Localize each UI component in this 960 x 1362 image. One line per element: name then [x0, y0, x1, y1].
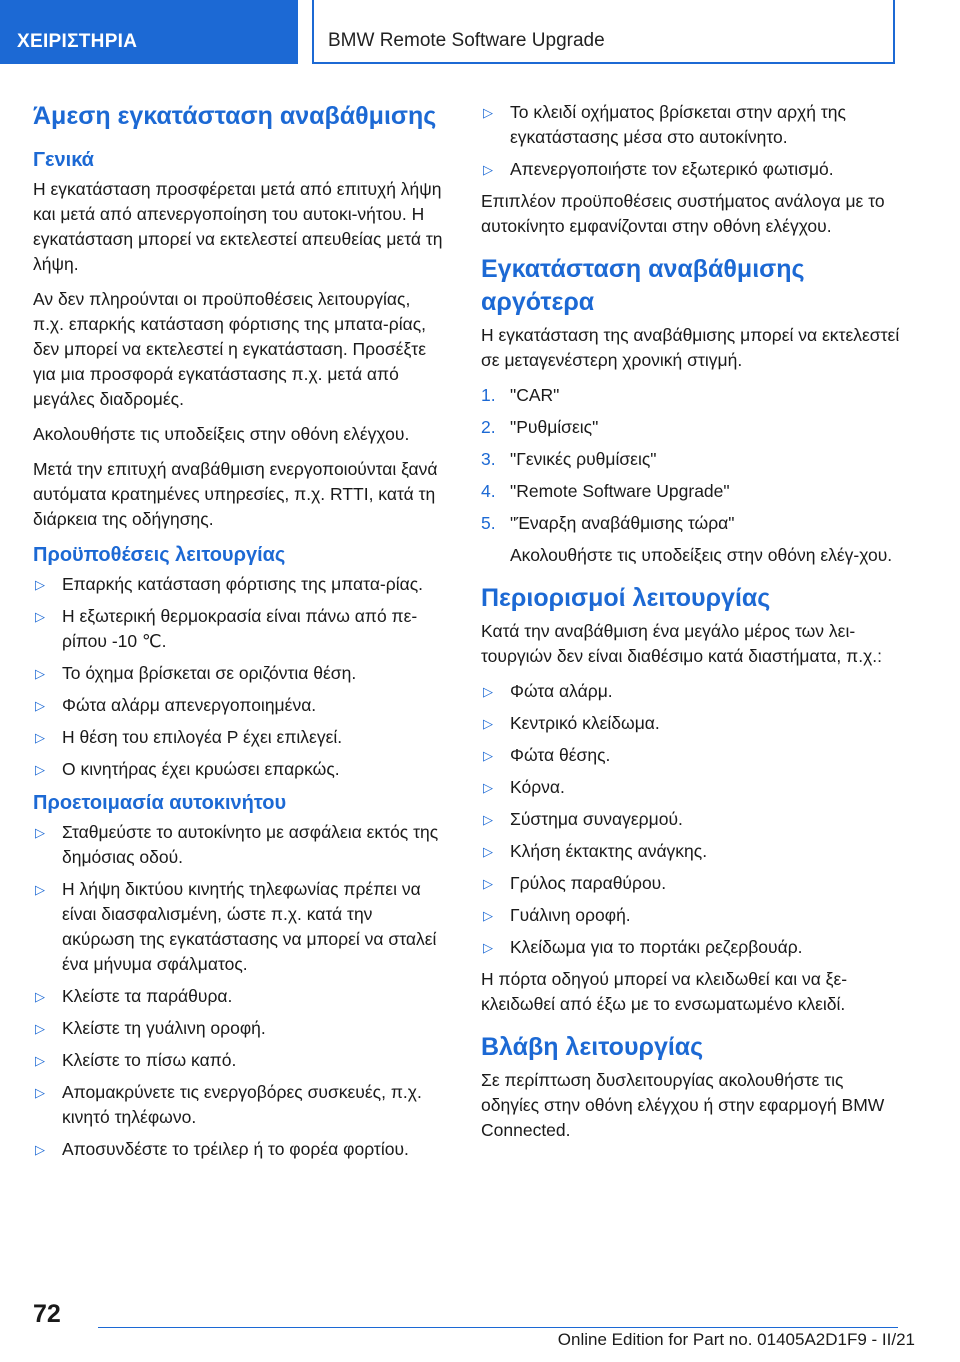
triangle-bullet-icon: ▷: [35, 825, 45, 840]
heading-conditions: Προϋποθέσεις λειτουργίας: [33, 544, 286, 566]
triangle-bullet-icon: ▷: [483, 105, 493, 120]
paragraph: Η εγκατάσταση προσφέρεται μετά από επιτυχή λήψη και μετά από απενεργοποίηση του αυτοκι-νήτου. Η εγκατάσταση μπορεί να εκτελεστεί απευθείας μετά τη λήψη.: [33, 179, 443, 274]
paragraph: Ακολουθήστε τις υποδείξεις στην οθόνη ελέγχου.: [33, 424, 410, 444]
list-item: ▷ Κεντρικό κλείδωμα.: [481, 711, 901, 736]
triangle-bullet-icon: ▷: [35, 666, 45, 681]
list-item: ▷ Κλείστε τα παράθυρα.: [33, 984, 443, 1009]
list-item: ▷ Το όχημα βρίσκεται σε οριζόντια θέση.: [33, 661, 443, 686]
triangle-bullet-icon: ▷: [35, 1142, 45, 1157]
heading-general: Γενικά: [33, 149, 94, 171]
list-item: ▷ Απενεργοποιήστε τον εξωτερικό φωτισμό.: [481, 157, 901, 182]
list-item: ▷ Φώτα θέσης.: [481, 743, 901, 768]
list-item: ▷ Η εξωτερική θερμοκρασία είναι πάνω από πε-ρίπου -10 ℃.: [35, 606, 418, 651]
triangle-bullet-icon: ▷: [35, 609, 45, 624]
triangle-bullet-icon: ▷: [483, 162, 493, 177]
triangle-bullet-icon: ▷: [35, 730, 45, 745]
triangle-bullet-icon: ▷: [35, 577, 45, 592]
step-item: 4. "Remote Software Upgrade": [481, 481, 730, 501]
triangle-bullet-icon: ▷: [483, 812, 493, 827]
heading-direct-install: Άμεση εγκατάσταση αναβάθμισης: [33, 102, 437, 130]
paragraph: Αν δεν πληρούνται οι προϋποθέσεις λειτουργίας, π.χ. επαρκής κατάσταση φόρτισης της μπατα-ρίας, δεν μπορεί να εκτελεστεί η εγκατάσταση. Προσέξτε για μια προσφορά εγκατάστασης π.χ. μετά από μεγάλες διαδρομές.: [33, 289, 427, 409]
list-item: ▷ Η λήψη δικτύου κινητής τηλεφωνίας πρέπει να είναι διασφαλισμένη, ώστε π.χ. κατά την ακύρωση της εγκατάστασης να μπορεί να σταλεί ένα μήνυμα σφάλματος.: [35, 879, 437, 974]
step-item: 5. "Έναρξη αναβάθμισης τώρα" Ακολουθήστε τις υποδείξεις στην οθόνη ελέγ-χου.: [481, 511, 901, 568]
triangle-bullet-icon: ▷: [35, 1053, 45, 1068]
triangle-bullet-icon: ▷: [483, 908, 493, 923]
list-item: ▷ Σταθμεύστε το αυτοκίνητο με ασφάλεια εκτός της δημόσιας οδού.: [35, 822, 439, 867]
paragraph: Η πόρτα οδηγού μπορεί να κλειδωθεί και να ξε-κλειδωθεί από έξω με το ενσωματωμένο κλειδί.: [481, 969, 848, 1014]
list-item: ▷ Απομακρύνετε τις ενεργοβόρες συσκευές, π.χ. κινητό τηλέφωνο.: [35, 1082, 422, 1127]
triangle-bullet-icon: ▷: [35, 882, 45, 897]
section-tab: ΧΕΙΡΙΣΤΗΡΙΑ: [0, 0, 298, 64]
page-header-title: BMW Remote Software Upgrade: [312, 0, 895, 64]
list-item: ▷ Κόρνα.: [481, 775, 901, 800]
triangle-bullet-icon: ▷: [35, 698, 45, 713]
step-subtext: Ακολουθήστε τις υποδείξεις στην οθόνη ελέγ-χου.: [510, 545, 893, 565]
list-item: ▷ Σύστημα συναγερμού.: [481, 807, 901, 832]
triangle-bullet-icon: ▷: [483, 684, 493, 699]
paragraph: Κατά την αναβάθμιση ένα μεγάλο μέρος των λει-τουργιών δεν είναι διαθέσιμο κατά διαστήματα, π.χ.:: [481, 621, 882, 666]
triangle-bullet-icon: ▷: [483, 780, 493, 795]
list-item: ▷ Η θέση του επιλογέα P έχει επιλεγεί.: [33, 725, 443, 750]
step-item: 3. "Γενικές ρυθμίσεις": [481, 449, 657, 469]
heading-vehicle-prep: Προετοιμασία αυτοκινήτου: [33, 792, 287, 814]
right-column: [481, 100, 901, 1153]
paragraph: Επιπλέον προϋποθέσεις συστήματος ανάλογα με το αυτοκίνητο εμφανίζονται στην οθόνη ελέγχου.: [481, 191, 885, 236]
list-item: ▷ Ο κινητήρας έχει κρυώσει επαρκώς.: [33, 757, 443, 782]
heading-malfunction: Βλάβη λειτουργίας: [481, 1033, 704, 1061]
list-item: ▷ Φώτα αλάρμ απενεργοποιημένα.: [33, 693, 443, 718]
list-item: ▷ Γυάλινη οροφή.: [481, 903, 901, 928]
triangle-bullet-icon: ▷: [35, 762, 45, 777]
triangle-bullet-icon: ▷: [35, 1021, 45, 1036]
prep-list: [33, 820, 443, 1162]
conditions-list: [33, 572, 443, 782]
footer-divider: [98, 1327, 898, 1328]
steps-list: [481, 383, 901, 568]
triangle-bullet-icon: ▷: [483, 940, 493, 955]
paragraph: Μετά την επιτυχή αναβάθμιση ενεργοποιούνται ξανά αυτόματα κρατημένες υπηρεσίες, π.χ. RTTI, κατά τη διάρκεια της οδήγησης.: [33, 459, 438, 529]
list-item: ▷ Φώτα αλάρμ.: [481, 679, 901, 704]
triangle-bullet-icon: ▷: [483, 748, 493, 763]
list-item: ▷ Γρύλος παραθύρου.: [481, 871, 901, 896]
list-item: ▷ Κλείστε το πίσω καπό.: [33, 1048, 443, 1073]
triangle-bullet-icon: ▷: [483, 844, 493, 859]
left-column: [33, 100, 443, 1169]
footer-edition-text: Online Edition for Part no. 01405A2D1F9 - II/21: [557, 1330, 915, 1349]
triangle-bullet-icon: ▷: [483, 876, 493, 891]
triangle-bullet-icon: ▷: [35, 1085, 45, 1100]
paragraph: Σε περίπτωση δυσλειτουργίας ακολουθήστε τις οδηγίες στην οθόνη ελέγχου ή στην εφαρμογή BMW Connected.: [481, 1070, 885, 1140]
list-item: ▷ Το κλειδί οχήματος βρίσκεται στην αρχή της εγκατάστασης μέσα στο αυτοκίνητο.: [483, 102, 846, 147]
list-item: ▷ Αποσυνδέστε το τρέιλερ ή το φορέα φορτίου.: [33, 1137, 443, 1162]
list-item: ▷ Κλείστε τη γυάλινη οροφή.: [33, 1016, 443, 1041]
list-item: ▷ Κλείδωμα για το πορτάκι ρεζερβουάρ.: [481, 935, 901, 960]
triangle-bullet-icon: ▷: [483, 716, 493, 731]
triangle-bullet-icon: ▷: [35, 989, 45, 1004]
prep-list-continued: [481, 100, 901, 182]
limitations-list: [481, 679, 901, 960]
list-item: ▷ Κλήση έκτακτης ανάγκης.: [481, 839, 901, 864]
heading-limitations: Περιορισμοί λειτουργίας: [481, 584, 771, 612]
paragraph: Η εγκατάσταση της αναβάθμισης μπορεί να εκτελεστεί σε μεταγενέστερη χρονική στιγμή.: [481, 325, 900, 370]
heading-install-later: Εγκατάσταση αναβάθμισης αργότερα: [481, 255, 805, 316]
list-item: ▷ Επαρκής κατάσταση φόρτισης της μπατα-ρίας.: [33, 572, 443, 597]
step-item: 1. "CAR": [481, 385, 560, 405]
step-item: 2. "Ρυθμίσεις": [481, 417, 599, 437]
page-number: 72: [33, 1300, 61, 1328]
